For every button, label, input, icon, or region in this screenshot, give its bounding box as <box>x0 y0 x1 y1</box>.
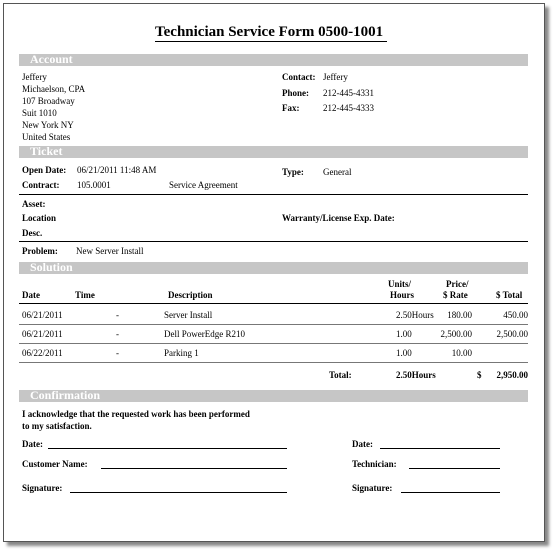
account-line-2: Michaelson, CPA <box>22 84 86 94</box>
section-title-ticket: Ticket <box>30 144 63 158</box>
header-price-line2: $ Rate <box>443 290 468 300</box>
contact-value: Jeffery <box>323 72 348 82</box>
row-divider <box>19 362 528 363</box>
account-line-3: 107 Broadway <box>22 96 75 106</box>
header-units-line2: Hours <box>390 290 415 300</box>
row-date: 06/21/2011 <box>22 329 63 339</box>
signature2-label: Signature: <box>352 483 393 493</box>
header-units-line1: Units/ <box>388 279 412 289</box>
open-date-value: 06/21/2011 11:48 AM <box>77 165 157 175</box>
row-rate: 10.00 <box>451 348 472 358</box>
section-title-confirmation: Confirmation <box>30 388 100 402</box>
account-line-5: New York NY <box>22 120 74 130</box>
asset-label: Asset: <box>22 199 46 209</box>
acknowledgement-line2: to my satisfaction. <box>22 421 92 431</box>
divider <box>19 194 528 195</box>
row-description: Server Install <box>164 310 213 320</box>
section-band-confirmation <box>19 390 528 402</box>
divider <box>19 241 528 242</box>
account-line-1: Jeffery <box>22 72 47 82</box>
account-line-4: Suit 1010 <box>22 108 57 118</box>
contract-number: 105.0001 <box>77 180 111 190</box>
warranty-label: Warranty/License Exp. Date: <box>282 213 395 223</box>
total-label: Total: <box>329 370 352 380</box>
signature-field[interactable] <box>70 492 287 493</box>
row-units: 1.00 <box>396 348 412 358</box>
row-time: - <box>116 329 119 339</box>
header-total: $ Total <box>496 290 523 300</box>
row-date: 06/21/2011 <box>22 310 63 320</box>
date2-field[interactable] <box>380 448 500 449</box>
customer-name-field[interactable] <box>101 468 287 469</box>
type-label: Type: <box>282 167 304 177</box>
row-date: 06/22/2011 <box>22 348 63 358</box>
row-rate: 180.00 <box>447 310 472 320</box>
contract-label: Contract: <box>22 180 60 190</box>
date2-label: Date: <box>352 439 373 449</box>
row-total: 2,500.00 <box>496 329 528 339</box>
fax-label: Fax: <box>282 103 300 113</box>
signature2-field[interactable] <box>401 492 500 493</box>
open-date-label: Open Date: <box>22 165 67 175</box>
customer-name-label: Customer Name: <box>22 459 88 469</box>
row-time: - <box>116 310 119 320</box>
total-currency: $ <box>477 370 482 380</box>
date-field[interactable] <box>48 448 287 449</box>
section-band-account <box>19 54 528 66</box>
row-divider <box>19 324 528 325</box>
divider <box>19 303 528 304</box>
row-description: Parking 1 <box>164 348 199 358</box>
header-description: Description <box>168 290 213 300</box>
technician-label: Technician: <box>352 459 397 469</box>
section-band-solution <box>19 262 528 274</box>
total-hours: 2.50Hours <box>396 370 436 380</box>
acknowledgement-line1: I acknowledge that the requested work has been performed <box>22 409 250 419</box>
row-time: - <box>116 348 119 358</box>
section-title-account: Account <box>30 52 73 66</box>
technician-field[interactable] <box>409 468 500 469</box>
form-title: Technician Service Form 0500-1001 <box>155 24 387 42</box>
grand-total: 2,950.00 <box>496 370 528 380</box>
problem-label: Problem: <box>22 246 58 256</box>
date-label: Date: <box>22 439 43 449</box>
problem-value: New Server Install <box>76 246 144 256</box>
type-value: General <box>323 167 352 177</box>
row-units: 2.50Hours <box>396 310 434 320</box>
signature-label: Signature: <box>22 483 63 493</box>
desc-label: Desc. <box>22 228 43 238</box>
phone-value: 212-445-4331 <box>323 88 374 98</box>
row-rate: 2,500.00 <box>440 329 472 339</box>
contract-name: Service Agreement <box>169 180 238 190</box>
section-title-solution: Solution <box>30 260 73 274</box>
row-units: 1.00 <box>396 329 412 339</box>
header-time: Time <box>75 290 95 300</box>
account-line-6: United States <box>22 132 71 142</box>
location-label: Location <box>22 213 57 223</box>
fax-value: 212-445-4333 <box>323 103 374 113</box>
contact-label: Contact: <box>282 72 316 82</box>
row-divider <box>19 343 528 344</box>
row-description: Dell PowerEdge R210 <box>164 329 245 339</box>
header-date: Date <box>22 290 40 300</box>
header-price-line1: Price/ <box>446 279 469 289</box>
section-band-ticket <box>19 146 528 158</box>
phone-label: Phone: <box>282 88 309 98</box>
row-total: 450.00 <box>503 310 528 320</box>
